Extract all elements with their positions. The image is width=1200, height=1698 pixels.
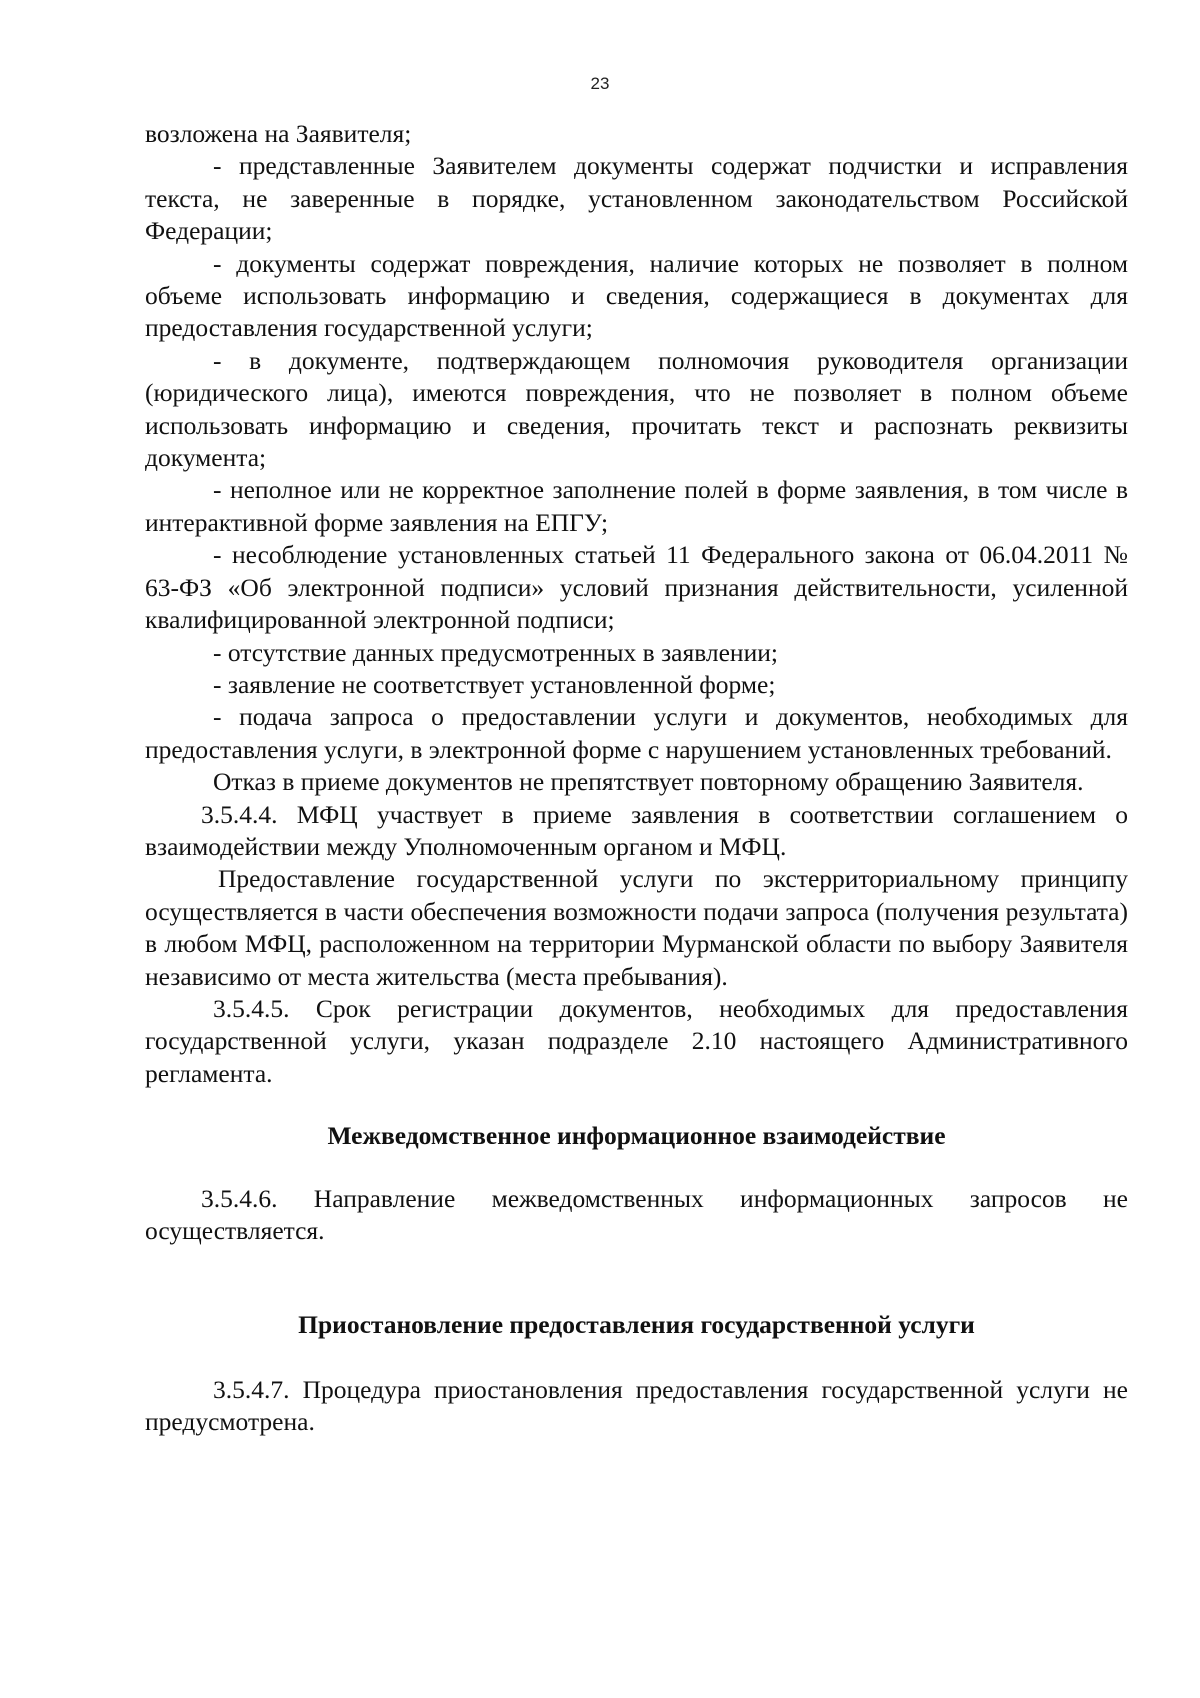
list-item: - представленные Заявителем документы содержат подчистки и исправления текста, не заверенные в порядке, установленном законодательством Российской Федерации;	[145, 151, 1128, 246]
list-item: - в документе, подтверждающем полномочия руководителя организации (юридического лица), имеются повреждения, что не позволяет в полном объеме использовать информацию и сведения, прочитать текст и распознать реквизиты документа;	[145, 345, 1128, 473]
clause-3-5-4-4: 3.5.4.4. МФЦ участвует в приеме заявления в соответствии соглашением о взаимодействии между Уполномоченным органом и МФЦ.	[145, 799, 1128, 861]
list-item: - несоблюдение установленных статьей 11 Федерального закона от 06.04.2011 № 63-ФЗ «Об электронной подписи» условий признания действительности, усиленной квалифицированной электронной подписи;	[145, 540, 1128, 635]
list-item: - неполное или не корректное заполнение полей в форме заявления, в том числе в интерактивной форме заявления на ЕПГУ;	[145, 475, 1128, 537]
list-item: - подача запроса о предоставлении услуги и документов, необходимых для предоставления услуги, в электронной форме с нарушением установленных требований.	[145, 702, 1128, 764]
section-heading-suspension: Приостановление предоставления государственной услуги	[298, 1310, 975, 1340]
list-item: - документы содержат повреждения, наличие которых не позволяет в полном объеме использовать информацию и сведения, содержащиеся в документах для предоставления государственной услуги;	[145, 248, 1128, 343]
page-number: 23	[590, 74, 610, 93]
paragraph: Отказ в приеме документов не препятствует повторному обращению Заявителя.	[213, 767, 1084, 797]
list-item: - отсутствие данных предусмотренных в заявлении;	[213, 637, 778, 667]
clause-3-5-4-7: 3.5.4.7. Процедура приостановления предоставления государственной услуги не предусмотрена.	[145, 1374, 1128, 1437]
paragraph: возложена на Заявителя;	[145, 119, 412, 148]
paragraph: Предоставление государственной услуги по экстерриториальному принципу осуществляется в части обеспечения возможности подачи запроса (получения результата) в любом МФЦ, расположенном на территории Мурманской области по выбору Заявителя независимо от места жительства (места пребывания).	[145, 864, 1128, 991]
list-item: - заявление не соответствует установленной форме;	[213, 669, 776, 699]
document-body	[145, 118, 1128, 1439]
clause-3-5-4-6: 3.5.4.6. Направление межведомственных информационных запросов не осуществляется.	[145, 1183, 1128, 1245]
clause-3-5-4-5: 3.5.4.5. Срок регистрации документов, необходимых для предоставления государственной услуги, указан подразделе 2.10 настоящего Административного регламента.	[145, 993, 1128, 1088]
section-heading-interagency: Межведомственное информационное взаимодействие	[327, 1121, 946, 1151]
